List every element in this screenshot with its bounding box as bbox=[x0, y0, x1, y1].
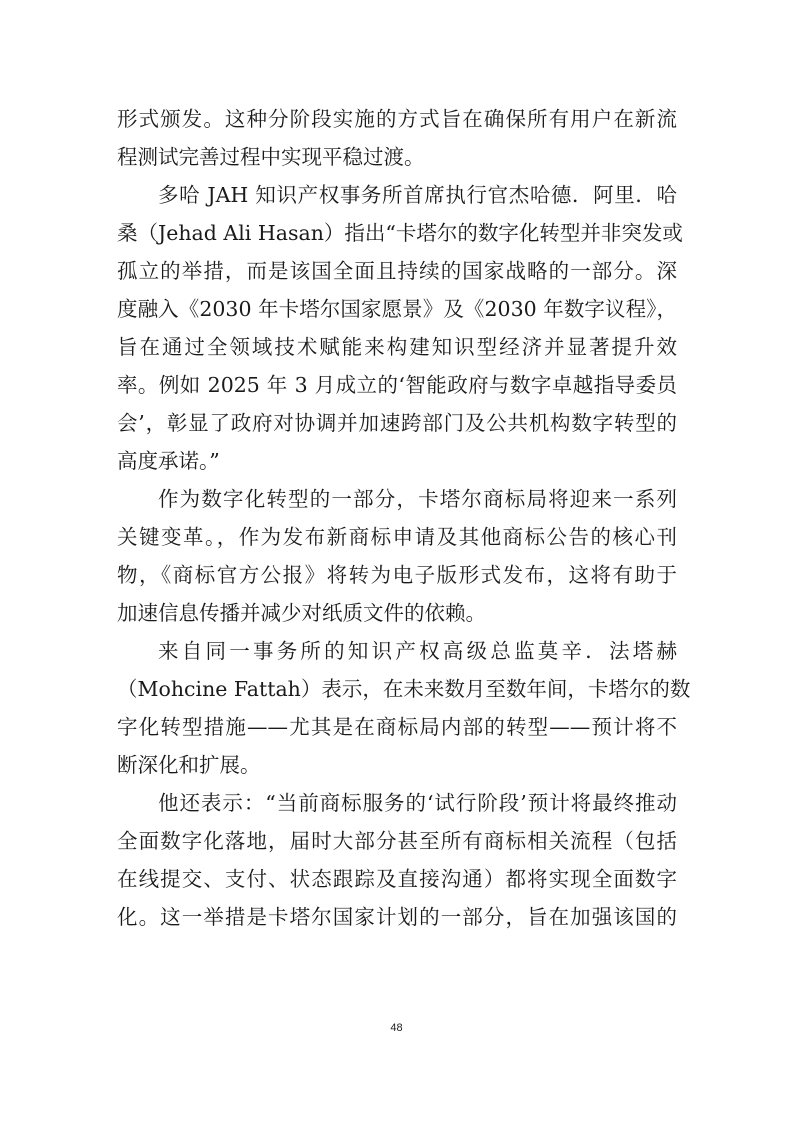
text-line: 形式颁发。这种分阶段实施的方式旨在确保所有用户在新流 bbox=[117, 107, 677, 131]
text-line: 多哈 JAH 知识产权事务所首席执行官杰哈德．阿里．哈 bbox=[158, 183, 677, 207]
paragraph-1 bbox=[117, 100, 677, 176]
text-line: 作为数字化转型的一部分，卡塔尔商标局将迎来一系列 bbox=[158, 487, 677, 511]
text-line: 在线提交、支付、状态跟踪及直接沟通）都将实现全面数字 bbox=[117, 867, 677, 891]
body-text bbox=[117, 100, 691, 936]
text-line: 会’，彰显了政府对协调并加速跨部门及公共机构数字转型的 bbox=[117, 411, 677, 435]
paragraph-5 bbox=[117, 784, 677, 936]
text-line: 全面数字化落地，届时大部分甚至所有商标相关流程（包括 bbox=[117, 829, 677, 853]
text-line: 桑（Jehad Ali Hasan）指出“卡塔尔的数字化转型并非突发或 bbox=[117, 221, 683, 245]
text-line: 他还表示：“当前商标服务的‘试行阶段’预计将最终推动 bbox=[158, 791, 677, 815]
text-line: 物，《商标官方公报》将转为电子版形式发布，这将有助于 bbox=[117, 563, 677, 587]
page-number: 48 bbox=[390, 1022, 403, 1034]
text-line: 旨在通过全领域技术赋能来构建知识型经济并显著提升效 bbox=[117, 335, 677, 359]
paragraph-3 bbox=[117, 480, 677, 632]
text-line: 程测试完善过程中实现平稳过渡。 bbox=[117, 145, 425, 169]
text-line: 高度承诺。” bbox=[117, 449, 220, 473]
text-line: 字化转型措施——尤其是在商标局内部的转型——预计将不 bbox=[117, 715, 677, 739]
text-line: 度融入《2030 年卡塔尔国家愿景》及《2030 年数字议程》， bbox=[117, 297, 677, 321]
text-line: 关键变革。，作为发布新商标申请及其他商标公告的核心刊 bbox=[117, 525, 677, 549]
text-line: 断深化和扩展。 bbox=[117, 753, 261, 777]
text-line: （Mohcine Fattah）表示，在未来数月至数年间，卡塔尔的数 bbox=[117, 677, 691, 701]
text-line: 率。例如 2025 年 3 月成立的‘智能政府与数字卓越指导委员 bbox=[117, 373, 677, 397]
text-line: 加速信息传播并减少对纸质文件的依赖。 bbox=[117, 601, 486, 625]
text-line: 化。这一举措是卡塔尔国家计划的一部分，旨在加强该国的 bbox=[117, 905, 677, 929]
paragraph-4 bbox=[117, 632, 691, 784]
paragraph-2 bbox=[117, 176, 683, 480]
text-line: 来自同一事务所的知识产权高级总监莫辛．法塔赫 bbox=[158, 639, 677, 663]
text-line: 孤立的举措，而是该国全面且持续的国家战略的一部分。深 bbox=[117, 259, 677, 283]
